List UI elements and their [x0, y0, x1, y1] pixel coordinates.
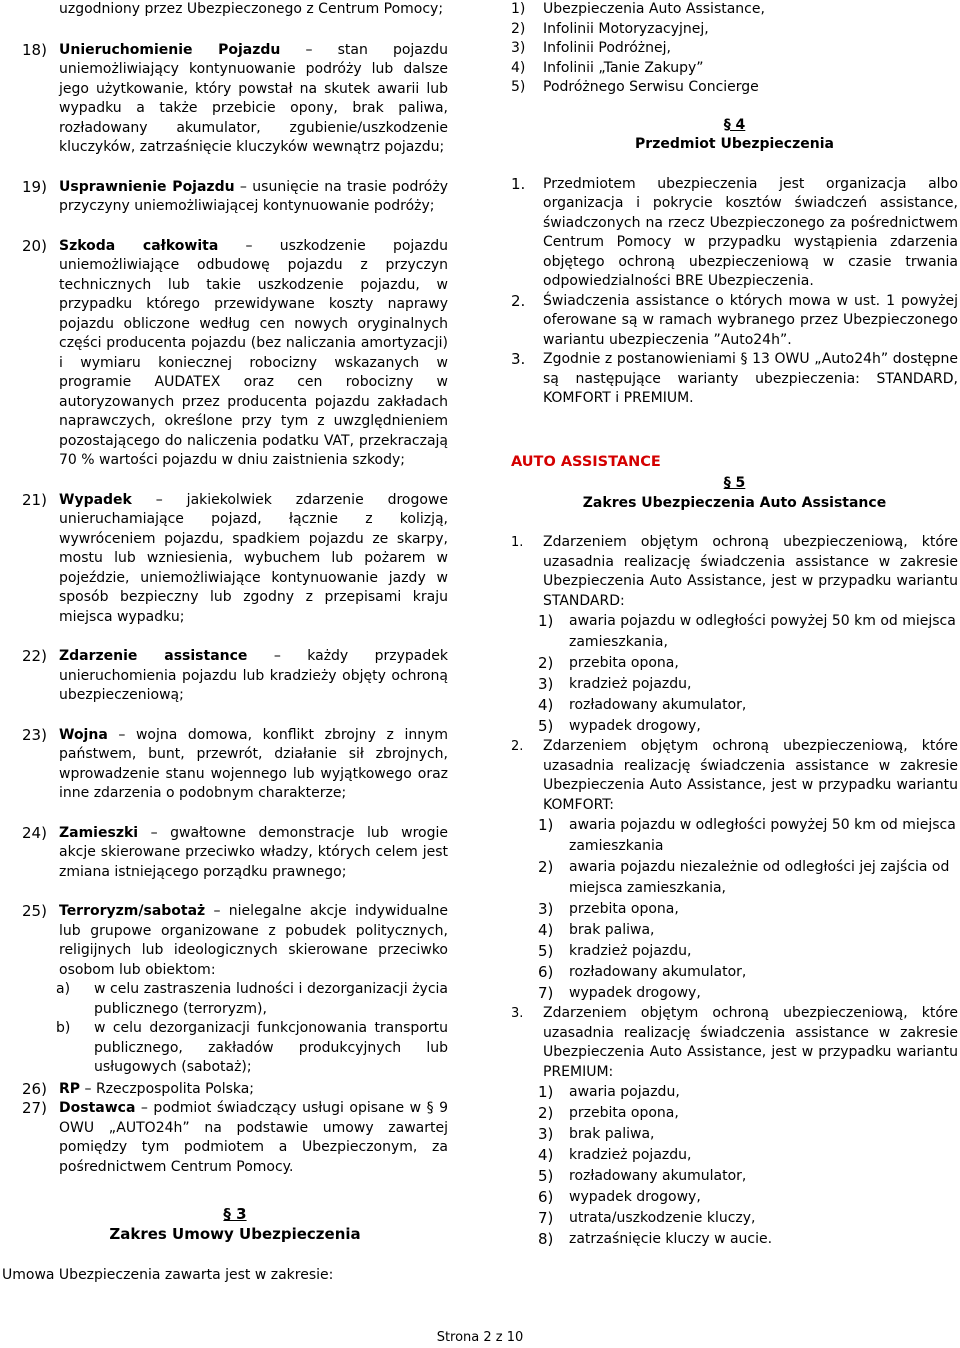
sub-item-text: w celu zastraszenia ludności i dezorganizacji życia publicznego (terroryzm), — [94, 981, 448, 1017]
event-text: przebita opona, — [569, 1105, 679, 1121]
definition-25 — [22, 902, 448, 980]
definition-num: 25) — [22, 902, 47, 920]
event-text: brak paliwa, — [569, 922, 655, 938]
definition-text: – usunięcie na trasie podróży przyczyny uniemożliwiającej kontynuowanie podróży; — [59, 178, 448, 214]
definition-term: RP — [59, 1080, 81, 1097]
scope-list-item — [511, 0, 958, 20]
variant-event — [538, 941, 958, 962]
list-text: Ubezpieczenia Auto Assistance, — [543, 1, 765, 17]
item-num: 1. — [511, 535, 524, 550]
section-symbol: § 3 — [223, 1205, 247, 1223]
list-num: 4) — [511, 59, 526, 76]
variant-event — [538, 1208, 958, 1229]
variant-event — [538, 857, 958, 899]
item-num: 3. — [511, 350, 526, 368]
section-3-intro: Umowa Ubezpieczenia zawarta jest w zakresie: — [2, 1267, 334, 1283]
definition-body — [59, 902, 448, 980]
list-num: 2) — [511, 20, 526, 37]
variant-event — [538, 815, 958, 857]
event-num: 7) — [538, 1209, 554, 1227]
event-num: 5) — [538, 1167, 554, 1185]
definition-text: – każdy przypadek unieruchomienia pojazdu lub kradzieży objęty ochroną ubezpieczeniową; — [59, 648, 448, 703]
right-column — [511, 0, 958, 1250]
definition-body — [59, 824, 448, 883]
definition-num: 27) — [22, 1099, 47, 1117]
event-num: 7) — [538, 984, 554, 1002]
item-text: Świadczenia assistance o których mowa w ust. 1 powyżej oferowane są w ramach wybranego przez Ubezpieczonego wariantu ubezpieczenia ”Auto24h”. — [543, 292, 958, 348]
event-num: 4) — [538, 696, 554, 714]
event-num: 4) — [538, 921, 554, 939]
variant-event — [538, 1166, 958, 1187]
list-num: 5) — [511, 79, 526, 95]
definition-20 — [22, 237, 448, 471]
definition-text: – Rzeczpospolita Polska; — [80, 1080, 255, 1097]
item-text: Zdarzeniem objętym ochroną ubezpieczeniową, które uzasadnia realizację świadczenia assistance w zakresie Ubezpieczenia Auto Assistance, jest w przypadku wariantu STANDARD: — [543, 534, 958, 609]
event-text: przebita opona, — [569, 901, 679, 917]
section-title: Przedmiot Ubezpieczenia — [635, 136, 834, 152]
variant-event-list — [538, 1082, 958, 1250]
event-text: wypadek drogowy, — [569, 718, 701, 734]
event-num: 3) — [538, 1125, 554, 1143]
variant-event — [538, 962, 958, 983]
definition-term: Wojna — [59, 726, 108, 743]
item-num: 2. — [511, 739, 524, 754]
section-5-item — [511, 1004, 958, 1082]
definition-body — [59, 491, 448, 628]
event-num: 3) — [538, 900, 554, 918]
item-text: Zdarzeniem objętym ochroną ubezpieczeniową, które uzasadnia realizację świadczenia assistance w zakresie Ubezpieczenia Auto Assistance, jest w przypadku wariantu KOMFORT: — [543, 738, 958, 813]
event-num: 1) — [538, 612, 554, 630]
definition-num: 20) — [22, 236, 47, 255]
definition-text: – nielegalne akcje indywidualne lub grupowe organizowane z pobudek politycznych, religijnych lub ideologicznych skierowane przeciwko osobom lub obiektom: — [59, 903, 448, 978]
definition-text: – stan pojazdu uniemożliwiający kontynuowanie podróży lub dalsze jego użytkowanie, który powstał na skutek awarii lub wypadku a także przebicie opony, brak paliwa, rozładowany akumulator, zgubienie/uszkodzenie kluczyków, zatrzaśnięcie kluczyków wewnątrz pojazdu; — [59, 41, 448, 155]
definition-term: Wypadek — [59, 491, 132, 508]
sub-item-num: b) — [56, 1020, 71, 1036]
scope-list-item — [511, 39, 958, 59]
event-text: zatrzaśnięcie kluczy w aucie. — [569, 1231, 773, 1247]
sub-item-b — [56, 1019, 448, 1078]
scope-list-item — [511, 78, 958, 98]
event-text: awaria pojazdu w odległości powyżej 50 km od miejsca zamieszkania — [569, 817, 956, 854]
variant-event — [538, 674, 958, 695]
event-num: 1) — [538, 1083, 554, 1101]
left-column — [2, 0, 448, 1286]
definition-text: – uszkodzenie pojazdu uniemożliwiające odbudowę pojazdu z przyczyn technicznych lub takie uszkodzenie pojazdu, w przypadku którego przewidywane koszty naprawy pojazdu obliczone według cen nowych oryginalnych części producenta pojazdu (bez naliczania amortyzacji) i wymiaru koniecznej robocizny wskazanych w programie AUDATEX oraz cen robocizny w autoryzowanych przez producenta pojazdu zakładach naprawczych, określone przy tym z uwzględnieniem pozostającego do naliczenia podatku VAT, przekraczają 70 % wartości pojazdu w dniu zaistnienia szkody; — [59, 237, 448, 468]
definition-21 — [22, 491, 448, 628]
variant-event — [538, 983, 958, 1004]
variant-event — [538, 1082, 958, 1103]
definition-term: Terroryzm/sabotaż — [59, 903, 206, 919]
event-text: utrata/uszkodzenie kluczy, — [569, 1210, 756, 1226]
definition-text: – wojna domowa, konflikt zbrojny z innym państwem, bunt, przewrót, działanie sił zbrojnych, wprowadzenie stanu wojennego lub wyjątkowego oraz inne zdarzenia o podobnym charakterze; — [59, 726, 448, 801]
scope-list-item — [511, 20, 958, 40]
definition-term: Usprawnienie Pojazdu — [59, 178, 235, 195]
scope-list-item — [511, 59, 958, 79]
variant-event — [538, 1103, 958, 1124]
event-num: 2) — [538, 858, 554, 876]
list-text: Podróżnego Serwisu Concierge — [543, 79, 759, 95]
definition-text: – jakiekolwiek zdarzenie drogowe unieruchamiające pojazd, łącznie z kolizją, wywróceniem pojazdu, spadkiem pojazdu ze skarpy, mostu lub wzniesienia, wybuchem lub pożarem w pojeździe, uniemożliwiające kontynuowanie jazdy w sposób bezpieczny lub zgodny z przepisami kraju miejsca wypadku; — [59, 491, 448, 625]
item-num: 2. — [511, 291, 526, 310]
definition-num: 23) — [22, 725, 47, 744]
definition-term: Zdarzenie assistance — [59, 648, 248, 664]
event-num: 1) — [538, 816, 554, 834]
event-num: 6) — [538, 1188, 554, 1206]
section-title: Zakres Ubezpieczenia Auto Assistance — [582, 494, 887, 511]
auto-assistance-heading: AUTO ASSISTANCE — [511, 453, 661, 470]
event-text: kradzież pojazdu, — [569, 676, 692, 692]
definition-num: 18) — [22, 40, 47, 59]
definition-24 — [22, 824, 448, 883]
definition-num: 19) — [22, 177, 47, 196]
variant-event — [538, 1145, 958, 1166]
event-num: 8) — [538, 1230, 554, 1248]
definition-18 — [22, 41, 448, 158]
section-4-item — [511, 350, 958, 409]
event-text: kradzież pojazdu, — [569, 1147, 692, 1163]
item-text: Zdarzeniem objętym ochroną ubezpieczeniową, które uzasadnia realizację świadczenia assistance w zakresie Ubezpieczenia Auto Assistance, jest w przypadku wariantu PREMIUM: — [543, 1005, 958, 1080]
definition-term: Szkoda całkowita — [59, 237, 219, 254]
variant-event-list — [538, 611, 958, 737]
section-5-item — [511, 737, 958, 815]
list-text: Infolinii „Tanie Zakupy” — [543, 59, 704, 76]
definition-body — [59, 647, 448, 706]
section-title: Zakres Umowy Ubezpieczenia — [109, 1224, 361, 1243]
sub-item-num: a) — [56, 981, 71, 997]
section-5-item — [511, 533, 958, 611]
variant-event — [538, 899, 958, 920]
definition-body — [59, 237, 448, 471]
event-text: awaria pojazdu, — [569, 1084, 680, 1100]
list-num: 3) — [511, 40, 526, 56]
variant-event — [538, 1229, 958, 1250]
item-text: Zgodnie z postanowieniami § 13 OWU „Auto24h” dostępne są następujące warianty ubezpieczenia: STANDARD, KOMFORT i PREMIUM. — [543, 351, 958, 406]
event-text: wypadek drogowy, — [569, 985, 701, 1001]
variant-event — [538, 716, 958, 737]
variant-event — [538, 653, 958, 674]
definition-text: – podmiot świadczący usługi opisane w § 9 OWU „AUTO24h” na podstawie umowy zawartej pomiędzy tym podmiotem a Ubezpieczonym, za pośrednictwem Centrum Pomocy. — [59, 1100, 448, 1175]
event-text: awaria pojazdu w odległości powyżej 50 km od miejsca zamieszkania, — [569, 613, 956, 650]
event-num: 4) — [538, 1146, 554, 1164]
event-num: 5) — [538, 717, 554, 735]
section-4-item — [511, 292, 958, 351]
definition-num: 22) — [22, 647, 47, 665]
section-3-heading — [22, 1205, 448, 1244]
definition-body — [59, 178, 448, 217]
definition-text: – gwałtowne demonstracje lub wrogie akcje skierowane przeciwko władzy, których celem jest zmiana istniejącego porządku prawnego; — [59, 824, 448, 880]
definition-num: 24) — [22, 823, 47, 842]
list-text: Infolinii Podróżnej, — [543, 40, 671, 56]
definition-27 — [22, 1099, 448, 1177]
event-num: 3) — [538, 675, 554, 693]
event-text: kradzież pojazdu, — [569, 943, 692, 959]
list-text: Infolinii Motoryzacyjnej, — [543, 20, 709, 37]
list-num: 1) — [511, 1, 526, 17]
definition-body — [59, 726, 448, 804]
definition-23 — [22, 726, 448, 804]
item-num: 3. — [511, 1006, 524, 1021]
variant-event — [538, 920, 958, 941]
definition-22 — [22, 647, 448, 706]
section-symbol: § 5 — [723, 475, 746, 491]
definition-num: 26) — [22, 1079, 47, 1098]
variant-event — [538, 611, 958, 653]
item-num: 1. — [511, 174, 526, 193]
definition-num: 21) — [22, 490, 47, 509]
section-symbol: § 4 — [723, 116, 746, 133]
definition-term: Dostawca — [59, 1100, 136, 1116]
definition-19 — [22, 178, 448, 217]
event-text: awaria pojazdu niezależnie od odległości jej zajścia od miejsca zamieszkania, — [569, 859, 950, 896]
event-num: 6) — [538, 963, 554, 981]
variant-event — [538, 1124, 958, 1145]
definition-body — [59, 41, 448, 158]
event-text: przebita opona, — [569, 655, 679, 671]
event-num: 5) — [538, 942, 554, 960]
sub-item-a — [56, 980, 448, 1019]
continued-definition: uzgodniony przez Ubezpieczonego z Centrum Pomocy; — [59, 1, 444, 17]
sub-item-text: w celu dezorganizacji funkcjonowania transportu publicznego, zakładów produkcyjnych lub usługowych (sabotaż); — [94, 1020, 448, 1075]
definition-26 — [22, 1080, 448, 1100]
event-text: rozładowany akumulator, — [569, 697, 747, 713]
section-4-heading — [511, 116, 958, 155]
event-text: rozładowany akumulator, — [569, 1168, 747, 1184]
event-text: wypadek drogowy, — [569, 1189, 701, 1205]
section-4-item — [511, 175, 958, 292]
item-text: Przedmiotem ubezpieczenia jest organizacja albo organizacja i pokrycie kosztów świadczeń assistance, świadczonych na rzecz Ubezpieczonego za pośrednictwem Centrum Pomocy w przypadku wystąpienia zdarzenia objętego ochroną ubezpieczeniową w czasie trwania odpowiedzialności BRE Ubezpieczenia. — [543, 175, 958, 289]
event-num: 2) — [538, 1104, 554, 1122]
event-text: rozładowany akumulator, — [569, 964, 747, 980]
variant-event-list — [538, 815, 958, 1004]
variant-event — [538, 1187, 958, 1208]
definition-term: Unieruchomienie Pojazdu — [59, 41, 281, 58]
event-text: brak paliwa, — [569, 1126, 655, 1142]
definition-term: Zamieszki — [59, 824, 139, 841]
section-5-heading — [511, 474, 958, 513]
page-footer: Strona 2 z 10 — [436, 1330, 524, 1345]
variant-event — [538, 695, 958, 716]
event-num: 2) — [538, 654, 554, 672]
